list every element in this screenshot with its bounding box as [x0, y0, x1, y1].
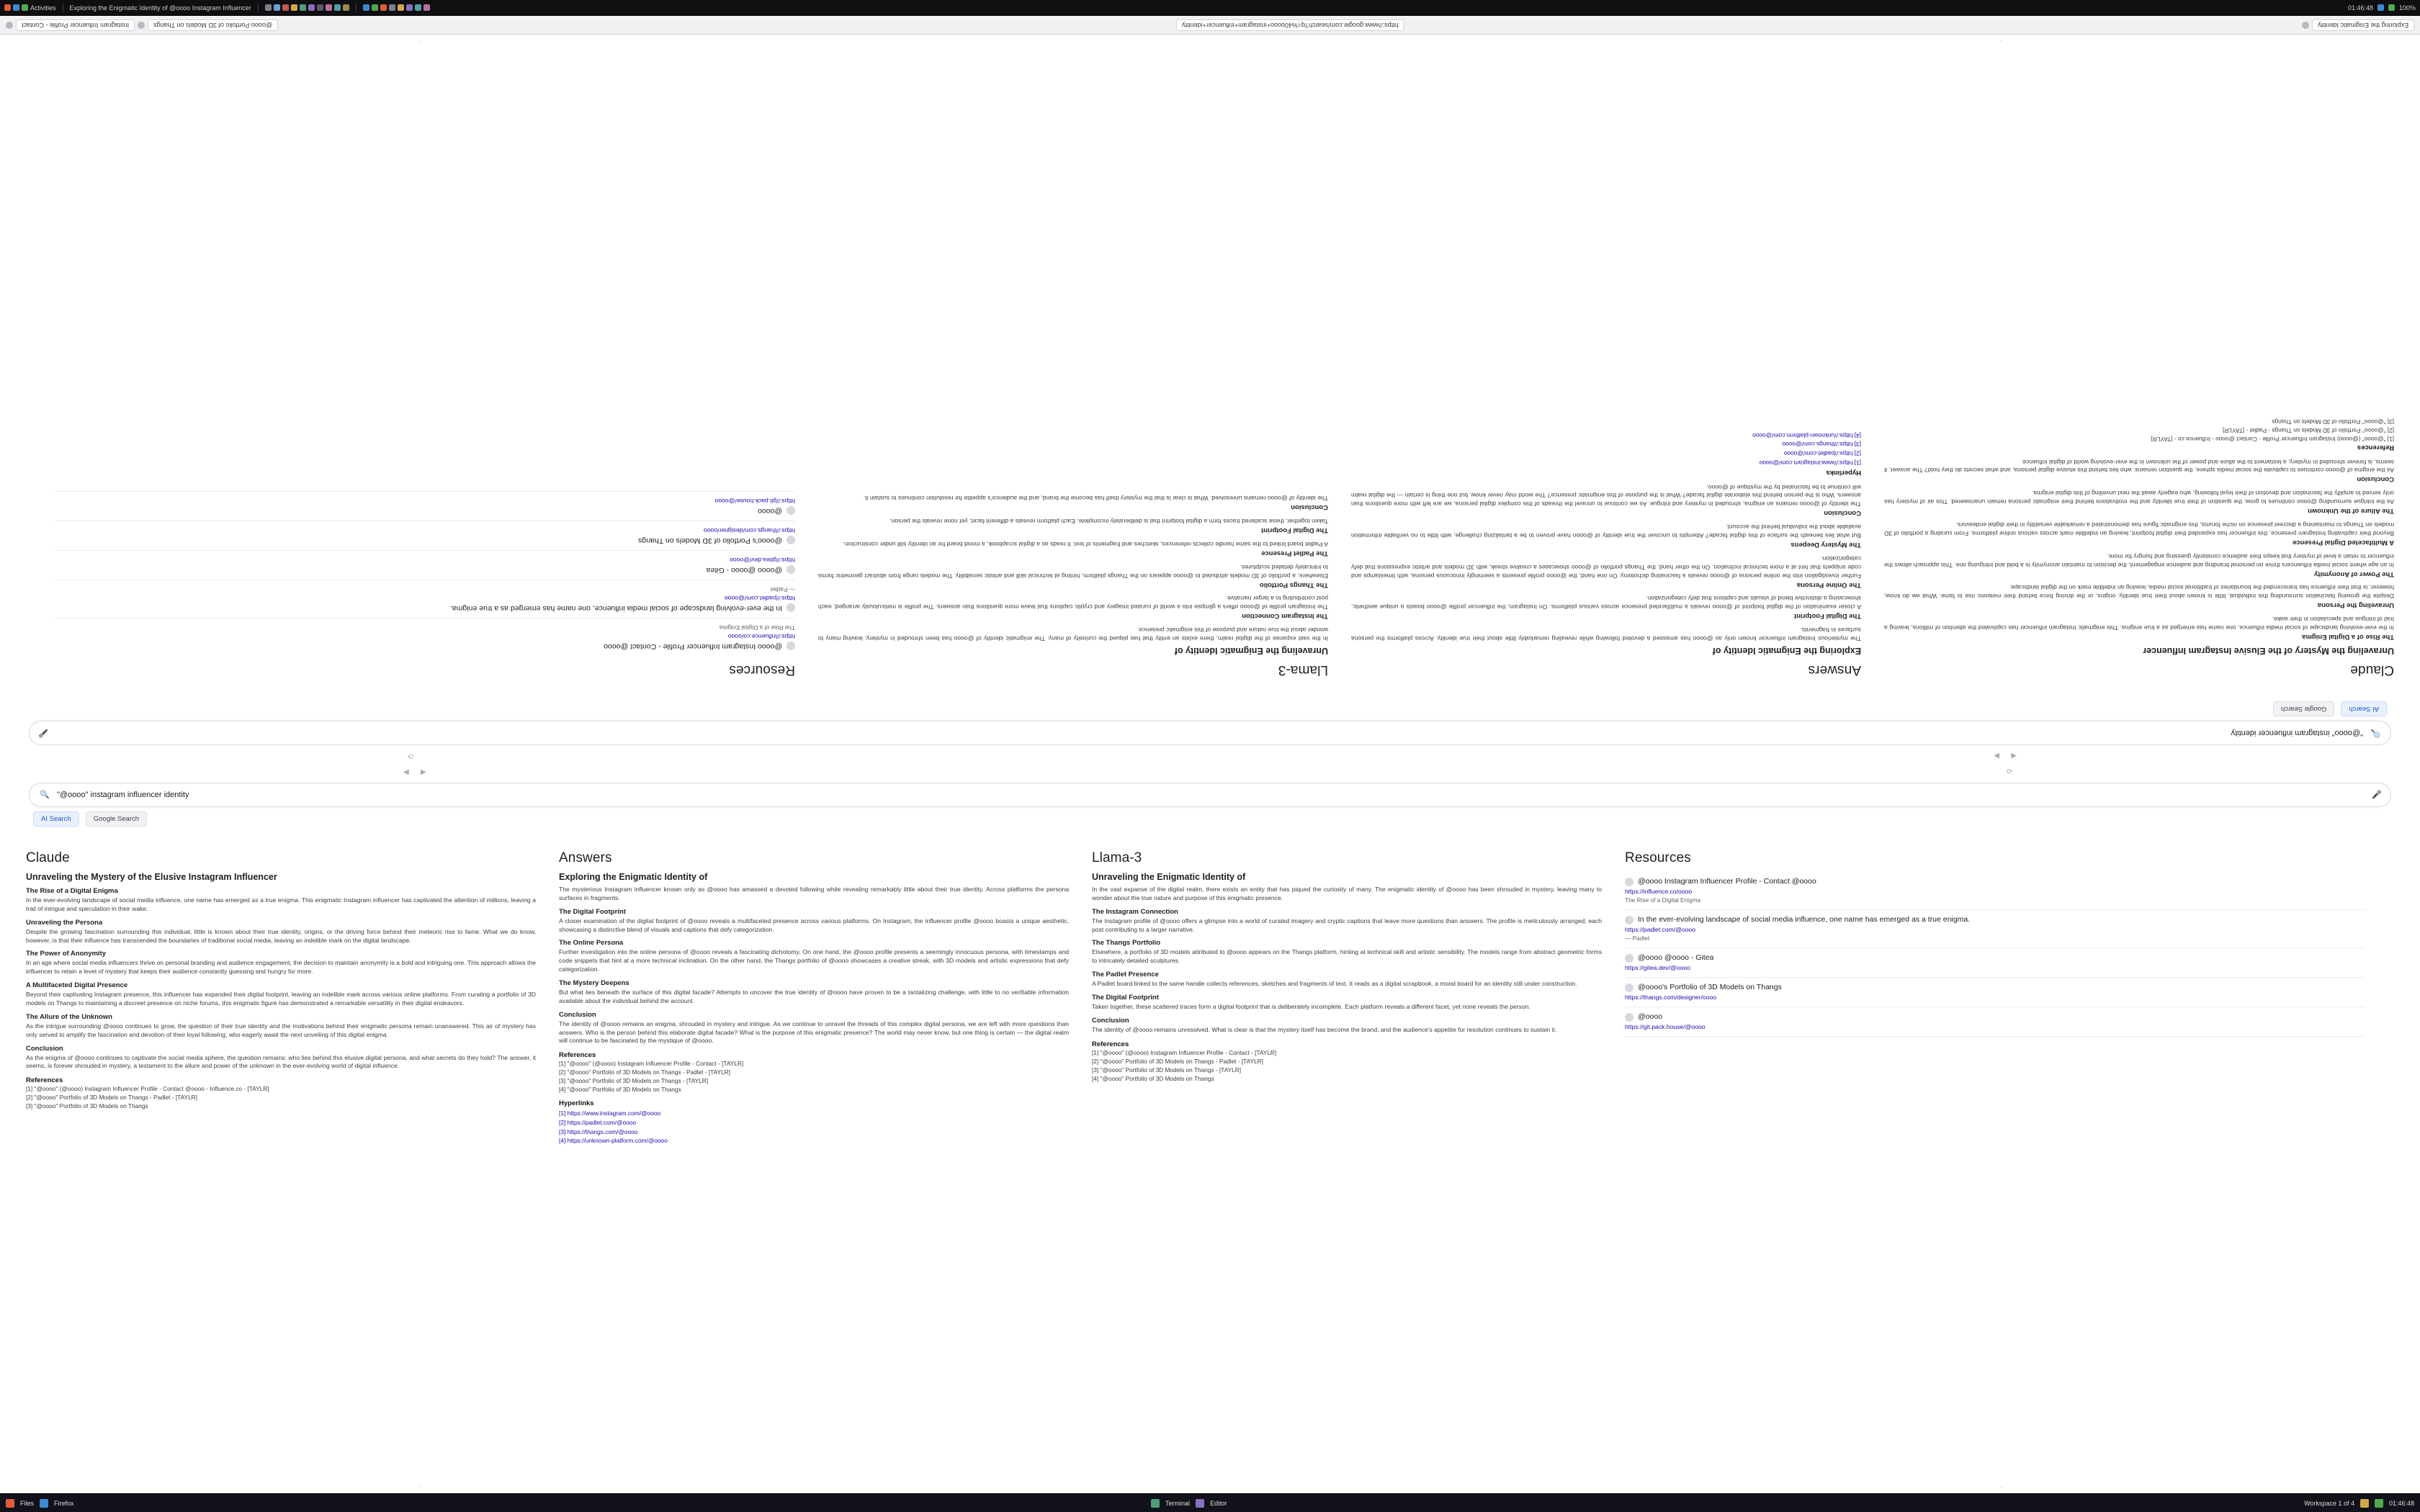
- section-body: But what lies beneath the surface of this digital facade? Attempts to uncover the true identity of @oooo have proven to be a tantalizing challenge, with little to no verifiable information available about the individual behind the account.: [1351, 523, 1861, 539]
- back-arrow-icon[interactable]: ◀: [2011, 752, 2017, 760]
- answers-reference-4: [4] "@oooo" Portfolio of 3D Models on Thangs: [559, 1086, 681, 1094]
- column-claude-mirror: [1873, 44, 2406, 678]
- section-heading-thangs: The Thangs Portfolio: [1092, 939, 1160, 948]
- battery-icon[interactable]: [2388, 4, 2395, 11]
- section-heading-conclusion: Conclusion: [26, 1044, 63, 1053]
- padlet-favicon-icon: [1625, 916, 1634, 924]
- section-heading: The Online Persona: [1796, 580, 1861, 589]
- resource-url[interactable]: https://padlet.com/@oooo: [1625, 926, 1696, 933]
- section-body: Beyond their captivating Instagram presence, this influencer has expanded their digital footprint, leaving an indelible mark across various online platforms. From curating a portfolio of 3D models on Thangs to maintaining a discreet presence on niche forums, this enigmatic figure has demonstrated a remarkable versatility in their digital endeavors.: [1884, 521, 2394, 537]
- refresh-icon[interactable]: ⟳: [407, 752, 413, 760]
- back-arrow-icon[interactable]: ◀: [403, 768, 409, 776]
- ai-search-button[interactable]: AI Search: [33, 811, 79, 827]
- section-heading: A Multifaceted Digital Presence: [2292, 538, 2394, 546]
- resource-card-influence[interactable]: [1625, 872, 2365, 910]
- llama-references-heading: References: [1092, 1040, 1129, 1048]
- search-input[interactable]: "@oooo" instagram influencer identity: [2231, 729, 2363, 737]
- llama-column-heading: Llama-3: [1092, 850, 1142, 865]
- search-bar-mirror[interactable]: [29, 721, 2391, 745]
- resource-card[interactable]: [55, 580, 795, 618]
- section-body: The Instagram profile of @oooo offers a glimpse into a world of curated imagery and cryptic captions that leave more questions than answers. The profile is meticulously arranged, each post contributing to a larger narrative.: [818, 595, 1328, 611]
- resource-title[interactable]: @oooo Instagram Influencer Profile - Contact @oooo: [1638, 877, 1816, 886]
- section-heading: The Mystery Deepens: [1791, 540, 1861, 549]
- claude-column-heading: Claude: [26, 850, 70, 865]
- reference-line: [3] "@oooo" Portfolio of 3D Models on Thangs: [2272, 418, 2394, 426]
- section-heading-unknown: The Allure of the Unknown: [26, 1012, 112, 1021]
- section-body: As the intrigue surrounding @oooo continues to grow, the question of their true identity and the motivations behind their enigmatic persona remain unanswered. This air of mystery has only served to amplify the fascination and devotion of their loyal following, who eagerly await the next unveiling of this digital enigma.: [1884, 490, 2394, 506]
- resource-card-gitea[interactable]: [1625, 948, 2365, 978]
- section-body: Despite the growing fascination surrounding this individual, little is known about their true identity, origins, or the driving force behind their meteoric rise to fame. What we do know, however, is that their influence has transcended the boundaries of traditional social media, leaving an indelible mark on the digital landscape.: [1884, 584, 2394, 600]
- answers-references-heading: References: [559, 1051, 596, 1060]
- search-buttons-mirror: [29, 701, 2391, 716]
- section-heading: The Thangs Portfolio: [1260, 580, 1328, 589]
- search-results-document-mirror: [0, 35, 2420, 764]
- section-body-llama-conclusion: The identity of @oooo remains unresolved. What is clear is that the mystery itself has become the brand, and the audience's appetite for resolution continues to sustain it.: [1092, 1025, 1557, 1033]
- instagram-favicon-icon: [1625, 878, 1634, 886]
- llama-intro: In the vast expanse of the digital realm, there exists an entity that has piqued the curiosity of many. The enigmatic identity of @oooo has been shrouded in mystery, leaving many to wonder about the true nature and purpose of this enigmatic presence.: [1092, 886, 1602, 901]
- forward-arrow-icon[interactable]: ▶: [421, 768, 426, 776]
- section-heading: The Allure of the Unknown: [2308, 507, 2394, 516]
- taskbar-clock: 01:46:48: [2388, 1499, 2415, 1507]
- search-results-document: [0, 764, 2420, 1493]
- section-heading: The Power of Anonymity: [2313, 570, 2394, 578]
- resources-column-heading: Resources: [1625, 850, 1691, 865]
- section-heading-anonymity: The Power of Anonymity: [26, 950, 107, 958]
- hyperlink-item-3[interactable]: [3] https://thangs.com/@oooo: [559, 1128, 638, 1135]
- section-body: Further investigation into the online persona of @oooo reveals a fascinating dichotomy. On one hand, the @oooo profile presents a seemingly innocuous persona, with timestamps and code snippets that hint at a more technical inclination. On the other hand, the Thangs portfolio of @oooo showcases a creative streak, with 3D models and artistic expressions that defy categorization.: [1351, 554, 1861, 580]
- section-body-thangs: Elsewhere, a portfolio of 3D models attributed to @oooo appears on the Thangs platform, hinting at technical skill and artistic sensibility. The models range from abstract geometric forms to intricately detailed sculptures.: [1092, 948, 1602, 965]
- llama-reference-4: [4] "@oooo" Portfolio of 3D Models on Thangs: [1092, 1074, 1214, 1082]
- git-favicon-icon: [1625, 1013, 1634, 1022]
- column-answers-mirror: [1340, 44, 1873, 678]
- hyperlink-item[interactable]: [4] https://unknown-platform.com/@oooo: [1752, 431, 1861, 439]
- answers-reference-3: [3] "@oooo" Portfolio of 3D Models on Thangs - [TAYLR]: [559, 1077, 709, 1085]
- section-body: Taken together, these scattered traces form a digital footprint that is deliberately incomplete. Each platform reveals a different facet, yet none reveals the person.: [889, 517, 1328, 525]
- resource-url[interactable]: https://git.pack.house/@oooo: [714, 498, 795, 505]
- section-body-online-persona: Further investigation into the online persona of @oooo reveals a fascinating dichotomy. On one hand, the @oooo profile presents a seemingly innocuous persona, with timestamps and code snippets that hint at a more technical inclination. On the other hand, the Thangs portfolio of @oooo showcases a creative streak, with 3D models and artistic expressions that defy categorization.: [559, 948, 1069, 973]
- resource-title[interactable]: @oooo: [757, 507, 782, 516]
- favicon-icon: [786, 536, 795, 544]
- resource-url[interactable]: https://padlet.com/@oooo: [724, 595, 795, 602]
- section-heading-rise: The Rise of a Digital Enigma: [26, 887, 118, 895]
- section-heading-llama-conclusion: Conclusion: [1092, 1016, 1129, 1025]
- column-resources-mirror: [43, 44, 807, 678]
- doc-toolbar: [0, 764, 2420, 783]
- resource-card-gitpack[interactable]: [1625, 1007, 2365, 1037]
- answers-column-heading: Answers: [559, 850, 612, 865]
- hyperlink-list: [1351, 431, 1861, 467]
- resource-meta: The Rise of a Digital Enigma: [719, 624, 795, 631]
- claude-article-title: Unraveling the Mystery of the Elusive Instagram Influencer: [26, 872, 277, 882]
- resource-title[interactable]: @oooo's Portfolio of 3D Models on Thangs: [1638, 983, 1782, 991]
- taskbar-item-files[interactable]: Files: [20, 1499, 35, 1507]
- intro-paragraph: In the vast expanse of the digital realm, there exists an entity that has piqued the curiosity of many. The enigmatic identity of @oooo has been shrouded in mystery, leaving many to wonder about the true nature and purpose of this enigmatic presence.: [818, 626, 1328, 642]
- browser-tab-strip: [0, 16, 2420, 35]
- browser-tab-title: Exploring the Enigmatic Identity of @oooo Instagram Influencer: [69, 4, 251, 12]
- llama-article-title: Unraveling the Enigmatic Identity of: [1174, 646, 1328, 656]
- search-buttons: [29, 811, 2391, 827]
- hyperlink-item[interactable]: [1] https://www.instagram.com/@oooo: [1759, 459, 1861, 467]
- llama-article-title: Unraveling the Enigmatic Identity of: [1092, 872, 1246, 882]
- resource-meta: — Padlet: [1625, 935, 1650, 942]
- app-icon: [13, 4, 19, 11]
- resource-title[interactable]: @oooo Instagram Influencer Profile - Contact @oooo: [604, 642, 782, 651]
- search-area-mirror: [0, 701, 2420, 745]
- resource-title[interactable]: @oooo's Portfolio of 3D Models on Thangs: [638, 536, 782, 545]
- google-search-button[interactable]: Google Search: [2273, 701, 2334, 716]
- intro-paragraph: The mysterious Instagram influencer known only as @oooo has amassed a devoted following while revealing remarkably little about their true identity. Across platforms the persona surfaces in fragments.: [1351, 626, 1861, 642]
- activities-label: Activities: [30, 4, 56, 12]
- section-heading: The Digital Footprint: [1261, 526, 1328, 534]
- system-clock: 01:46:48: [2347, 4, 2373, 12]
- tab-favicon: [6, 22, 13, 29]
- section-heading-llama-footprint: The Digital Footprint: [1092, 994, 1159, 1002]
- search-bar[interactable]: [29, 783, 2391, 807]
- footer-right-icon: ◦: [418, 37, 421, 45]
- ai-search-button[interactable]: AI Search: [2341, 701, 2387, 716]
- column-resources: [1613, 850, 2377, 1484]
- mirrored-page-copy: [0, 35, 2420, 764]
- claude-article-title: Unraveling the Mystery of the Elusive Instagram Influencer: [2143, 646, 2394, 656]
- section-body: In the ever-evolving landscape of social media influence, one name has emerged as a true enigma. This enigmatic Instagram influencer has captivated the attention of millions, leaving a trail of intrigue and speculation in their wake.: [1884, 616, 2394, 631]
- footer-right-icon: ◦: [1999, 1483, 2002, 1490]
- section-body-rise: In the ever-evolving landscape of social media influence, one name has emerged as a true enigma. This enigmatic Instagram influencer has captivated the attention of millions, leaving a trail of intrigue and speculation in their wake.: [26, 896, 536, 912]
- section-body-answers-conclusion: The identity of @oooo remains an enigma, shrouded in mystery and intrigue. As we continue to unravel the threads of this complex digital persona, we are left with more questions than answers. Who is the person behind this elaborate digital facade? What is the purpose of this enigmatic presence? The world may never know, but one thing is certain — the digital realm will continue to be fascinated by the mystique of @oooo.: [559, 1020, 1069, 1045]
- column-heading: Llama-3: [1278, 662, 1328, 678]
- reference-line: [2] "@oooo" Portfolio of 3D Models on Thangs - Padlet - [TAYLR]: [2223, 426, 2394, 434]
- forward-arrow-icon[interactable]: ▶: [1994, 752, 1999, 760]
- resource-url[interactable]: https://gitea.dev/@oooo: [730, 557, 795, 564]
- references-heading: References: [26, 1076, 63, 1085]
- divider: [356, 3, 357, 13]
- hyperlink-item[interactable]: [3] https://thangs.com/@oooo: [1782, 441, 1861, 449]
- footer-left-icon: ◦: [418, 1483, 421, 1490]
- network-icon[interactable]: [2378, 4, 2384, 11]
- resource-url[interactable]: https://thangs.com/designer/oooo: [1625, 994, 1717, 1001]
- section-body-anonymity: In an age where social media influencers thrive on personal branding and audience engagement, the decision to maintain anonymity is a bold and intriguing one. This approach allows the influencer to retain a level of mystery that keeps their audience constantly guessing and hungry for more.: [26, 959, 536, 976]
- doc-toolbar-mirror: [0, 745, 2420, 764]
- footer-left-icon: ◦: [1999, 37, 2002, 45]
- column-claude: [14, 850, 547, 1484]
- section-heading: Unraveling the Persona: [2317, 601, 2394, 610]
- taskbar-item-firefox[interactable]: Firefox: [54, 1499, 74, 1507]
- answers-article-title: Exploring the Enigmatic Identity of: [559, 872, 708, 882]
- answers-article-title: Exploring the Enigmatic Identity of: [1712, 646, 1861, 656]
- resource-card[interactable]: [55, 618, 795, 656]
- tab-favicon: [2302, 22, 2309, 29]
- hyperlink-item[interactable]: [2] https://padlet.com/@oooo: [1783, 450, 1861, 458]
- column-llama-mirror: [807, 44, 1340, 678]
- page-viewport: [0, 35, 2420, 1493]
- browser-tab-1[interactable]: Instagram Influencer Profile - Contact: [16, 19, 135, 31]
- section-heading-footprint: The Digital Footprint: [559, 907, 626, 916]
- resource-title[interactable]: @oooo: [1638, 1012, 1663, 1021]
- resource-title[interactable]: @oooo @oooo - Gitea: [706, 566, 782, 575]
- column-answers: [547, 850, 1080, 1484]
- activities-button[interactable]: [4, 4, 56, 12]
- section-body: The identity of @oooo remains unresolved. What is clear is that the mystery itself has become the brand, and the audience's appetite for resolution continues to sustain it.: [863, 495, 1328, 503]
- resource-title[interactable]: In the ever-evolving landscape of social media influence, one name has emerged as a true enigma.: [1638, 915, 1971, 924]
- terminal-icon[interactable]: [1151, 1499, 1160, 1508]
- microphone-icon[interactable]: 🎤: [2372, 791, 2382, 799]
- hyperlink-item-2[interactable]: [2] https://padlet.com/@oooo: [559, 1118, 637, 1126]
- workspace-indicator: Workspace 1 of 4: [2304, 1499, 2354, 1507]
- taskbar-item-editor[interactable]: Editor: [1210, 1499, 1227, 1507]
- answers-reference-1: [1] "@oooo" (@oooo) Instagram Influencer Profile - Contact - [TAYLR]: [559, 1060, 744, 1068]
- section-body-presence: Beyond their captivating Instagram presence, this influencer has expanded their digital footprint, leaving an indelible mark across various online platforms. From curating a portfolio of 3D models on Thangs to maintaining a discreet presence on niche forums, this enigmatic figure has demonstrated a remarkable versatility in their digital endeavors.: [26, 991, 536, 1007]
- taskbar-item-terminal[interactable]: Terminal: [1165, 1499, 1191, 1507]
- resource-card[interactable]: [55, 521, 795, 550]
- os-top-bar: [0, 0, 2420, 16]
- results-columns-mirror: [0, 44, 2420, 678]
- resource-title[interactable]: @oooo @oooo - Gitea: [1638, 953, 1714, 962]
- section-heading-persona: Unraveling the Persona: [26, 918, 103, 927]
- section-body-conclusion: As the enigma of @oooo continues to captivate the social media sphere, the question remains: who lies behind this elusive digital persona, and what secrets do they hold? The answer, it seems, is forever shrouded in mystery, a testament to the allure and power of the unknown in the ever-evolving world of digital influence.: [26, 1053, 536, 1070]
- favicon-icon: [786, 506, 795, 515]
- files-icon[interactable]: [6, 1499, 14, 1508]
- primary-page-copy: [0, 764, 2420, 1493]
- section-body: Elsewhere, a portfolio of 3D models attributed to @oooo appears on the Thangs platform, hinting at technical skill and artistic sensibility. The models range from abstract geometric forms to intricately detailed sculptures.: [818, 563, 1328, 580]
- section-heading-online-persona: The Online Persona: [559, 939, 624, 948]
- resource-card-thangs[interactable]: [1625, 978, 2365, 1007]
- app-icon: [22, 4, 28, 11]
- reference-line-2: [2] "@oooo" Portfolio of 3D Models on Thangs - Padlet - [TAYLR]: [26, 1094, 197, 1102]
- section-heading-padlet: The Padlet Presence: [1092, 971, 1159, 979]
- answers-intro: The mysterious Instagram influencer known only as @oooo has amassed a devoted following while revealing remarkably little about their true identity. Across platforms the persona surfaces in fragments.: [559, 886, 1069, 901]
- section-heading: The Instagram Connection: [1242, 612, 1328, 621]
- section-body-mystery: But what lies beneath the surface of this digital facade? Attempts to uncover the true identity of @oooo have proven to be a tantalizing challenge, with little to no verifiable information available about the individual behind the account.: [559, 989, 1069, 1004]
- gitea-favicon-icon: [1625, 954, 1634, 963]
- section-body: In an age where social media influencers thrive on personal branding and audience engagement, the decision to maintain anonymity is a bold and intriguing one. This approach allows the influencer to retain a level of mystery that keeps their audience constantly guessing and hungry for more.: [1884, 552, 2394, 569]
- section-body-padlet: A Padlet board linked to the same handle collects references, sketches and fragments of text. It reads as a digital scrapbook, a mood board for an identity still under construction.: [1092, 980, 1577, 988]
- search-area: [0, 783, 2420, 827]
- resource-url[interactable]: https://influence.co/oooo: [1625, 888, 1693, 895]
- column-heading: Resources: [729, 662, 795, 678]
- resource-title[interactable]: In the ever-evolving landscape of social media influence, one name has emerged as a true enigma.: [449, 604, 782, 613]
- section-heading: Conclusion: [1291, 503, 1328, 512]
- reference-line-3: [3] "@oooo" Portfolio of 3D Models on Thangs: [26, 1102, 148, 1110]
- hyperlink-item-1[interactable]: [1] https://www.instagram.com/@oooo: [559, 1110, 661, 1117]
- section-body: As the enigma of @oooo continues to captivate the social media sphere, the question remains: who lies behind this elusive digital persona, and what secrets do they hold? The answer, it seems, is forever shrouded in mystery, a testament to the allure and power of the unknown in the ever-evolving world of digital influence.: [1884, 458, 2394, 474]
- section-heading-answers-conclusion: Conclusion: [559, 1010, 596, 1019]
- resource-url[interactable]: https://gitea.dev/@oooo: [1625, 964, 1690, 971]
- favicon-icon: [786, 642, 795, 650]
- refresh-icon[interactable]: ⟳: [2007, 768, 2013, 776]
- os-taskbar: [0, 1493, 2420, 1512]
- results-columns: [0, 850, 2420, 1484]
- section-heading-mystery: The Mystery Deepens: [559, 979, 629, 988]
- resource-url[interactable]: https://git.pack.house/@oooo: [1625, 1023, 1706, 1030]
- page-footer-markers: [0, 1483, 2420, 1490]
- google-search-button[interactable]: Google Search: [86, 811, 147, 827]
- section-body: A Padlet board linked to the same handle collects references, sketches and fragments of text. It reads as a digital scrapbook, a mood board for an identity still under construction.: [843, 540, 1328, 548]
- hyperlinks-heading: Hyperlinks: [1826, 468, 1861, 477]
- hyperlink-list: [559, 1109, 1069, 1145]
- section-heading-instagram: The Instagram Connection: [1092, 907, 1178, 916]
- column-heading: Answers: [1808, 662, 1861, 678]
- resource-meta: The Rise of a Digital Enigma: [1625, 896, 1701, 904]
- thangs-favicon-icon: [1625, 984, 1634, 992]
- section-heading: The Digital Footprint: [1794, 612, 1861, 621]
- section-heading: Conclusion: [1824, 509, 1861, 518]
- tab-favicon: [138, 22, 145, 29]
- resource-url[interactable]: https://thangs.com/designer/oooo: [703, 527, 795, 534]
- llama-reference-1: [1] "@oooo" (@oooo) Instagram Influencer Profile - Contact - [TAYLR]: [1092, 1048, 1277, 1056]
- reference-line: [1] "@oooo" (@oooo) Instagram Influencer Profile - Contact @oooo - Influence.co - [TAYLR]: [2151, 435, 2394, 443]
- search-icon: 🔍: [2370, 729, 2380, 737]
- section-body-footprint: A closer examination of the digital footprint of @oooo reveals a multifaceted presence across various platforms. On Instagram, the influencer profile @oooo boasts a unique aesthetic, showcasing a distinctive blend of visuals and captions that defy categorization.: [559, 917, 1069, 933]
- browser-tab-2[interactable]: @oooo Portfolio of 3D Models on Thangs: [148, 19, 278, 31]
- section-heading: The Padlet Presence: [1261, 549, 1328, 557]
- section-body-persona: Despite the growing fascination surrounding this individual, little is known about their true identity, origins, or the driving force behind their meteoric rise to fame. What we do know, however, is that their influence has transcended the boundaries of traditional social media, leaving an indelible mark on the digital landscape.: [26, 927, 536, 944]
- search-icon: 🔍: [40, 791, 50, 799]
- resource-url[interactable]: https://influence.co/oooo: [727, 633, 795, 640]
- hyperlink-item-4[interactable]: [4] https://unknown-platform.com/@oooo: [559, 1137, 668, 1145]
- volume-icon[interactable]: [2360, 1499, 2369, 1508]
- column-heading: Claude: [2350, 662, 2394, 678]
- section-heading-presence: A Multifaceted Digital Presence: [26, 981, 128, 990]
- os-app-tray-2[interactable]: [363, 4, 430, 11]
- section-body-llama-footprint: Taken together, these scattered traces form a digital footprint that is deliberately incomplete. Each platform reveals a different facet, yet none reveals the person.: [1092, 1003, 1531, 1011]
- browser-tab-3[interactable]: Exploring the Enigmatic Identity: [2312, 19, 2414, 31]
- resource-card[interactable]: [55, 491, 795, 521]
- references-heading: References: [2357, 443, 2394, 451]
- llama-reference-3: [3] "@oooo" Portfolio of 3D Models on Thangs - [TAYLR]: [1092, 1066, 1242, 1074]
- section-body: A closer examination of the digital footprint of @oooo reveals a multifaceted presence across various platforms. On Instagram, the influencer profile @oooo boasts a unique aesthetic, showcasing a distinctive blend of visuals and captions that defy categorization.: [1351, 595, 1861, 611]
- page-footer-markers: [0, 37, 2420, 45]
- llama-reference-2: [2] "@oooo" Portfolio of 3D Models on Thangs - Padlet - [TAYLR]: [1092, 1057, 1263, 1065]
- favicon-icon: [786, 565, 795, 574]
- firefox-icon[interactable]: [40, 1499, 48, 1508]
- browser-url-label[interactable]: https://www.google.com/search?q=%40oooo+instagram+influencer+identity: [1176, 19, 1404, 31]
- resource-meta: — Padlet: [770, 586, 795, 593]
- search-input[interactable]: "@oooo" instagram influencer identity: [57, 791, 189, 799]
- battery-icon[interactable]: [2375, 1499, 2383, 1508]
- column-llama: [1080, 850, 1613, 1484]
- hyperlinks-heading: Hyperlinks: [559, 1099, 594, 1108]
- microphone-icon[interactable]: 🎤: [38, 729, 48, 737]
- app-icon: [4, 4, 11, 11]
- divider: [258, 3, 259, 13]
- section-heading: Conclusion: [2357, 475, 2394, 484]
- section-body-instagram: The Instagram profile of @oooo offers a glimpse into a world of curated imagery and cryptic captions that leave more questions than answers. The profile is meticulously arranged, each post contributing to a larger narrative.: [1092, 917, 1602, 933]
- reference-line-1: [1] "@oooo" (@oooo) Instagram Influencer Profile - Contact @oooo - Influence.co - [TAYLR]: [26, 1085, 269, 1093]
- favicon-icon: [786, 603, 795, 612]
- answers-reference-2: [2] "@oooo" Portfolio of 3D Models on Thangs - Padlet - [TAYLR]: [559, 1068, 730, 1076]
- section-heading: The Rise of a Digital Enigma: [2302, 633, 2394, 641]
- section-body-unknown: As the intrigue surrounding @oooo continues to grow, the question of their true identity and the motivations behind their enigmatic persona remain unanswered. This air of mystery has only served to amplify the fascination and devotion of their loyal following, who eagerly await the next unveiling of this digital enigma.: [26, 1022, 536, 1038]
- resource-card-padlet[interactable]: [1625, 910, 2365, 948]
- os-app-tray[interactable]: [265, 4, 349, 11]
- section-body: The identity of @oooo remains an enigma, shrouded in mystery and intrigue. As we continue to unravel the threads of this complex digital persona, we are left with more questions than answers. Who is the person behind this elaborate digital facade? What is the purpose of this enigmatic presence? The world may never know, but one thing is certain — the digital realm will continue to be fascinated by the mystique of @oooo.: [1351, 483, 1861, 508]
- battery-label: 100%: [2398, 4, 2416, 12]
- editor-icon[interactable]: [1196, 1499, 1204, 1508]
- resource-card[interactable]: [55, 550, 795, 580]
